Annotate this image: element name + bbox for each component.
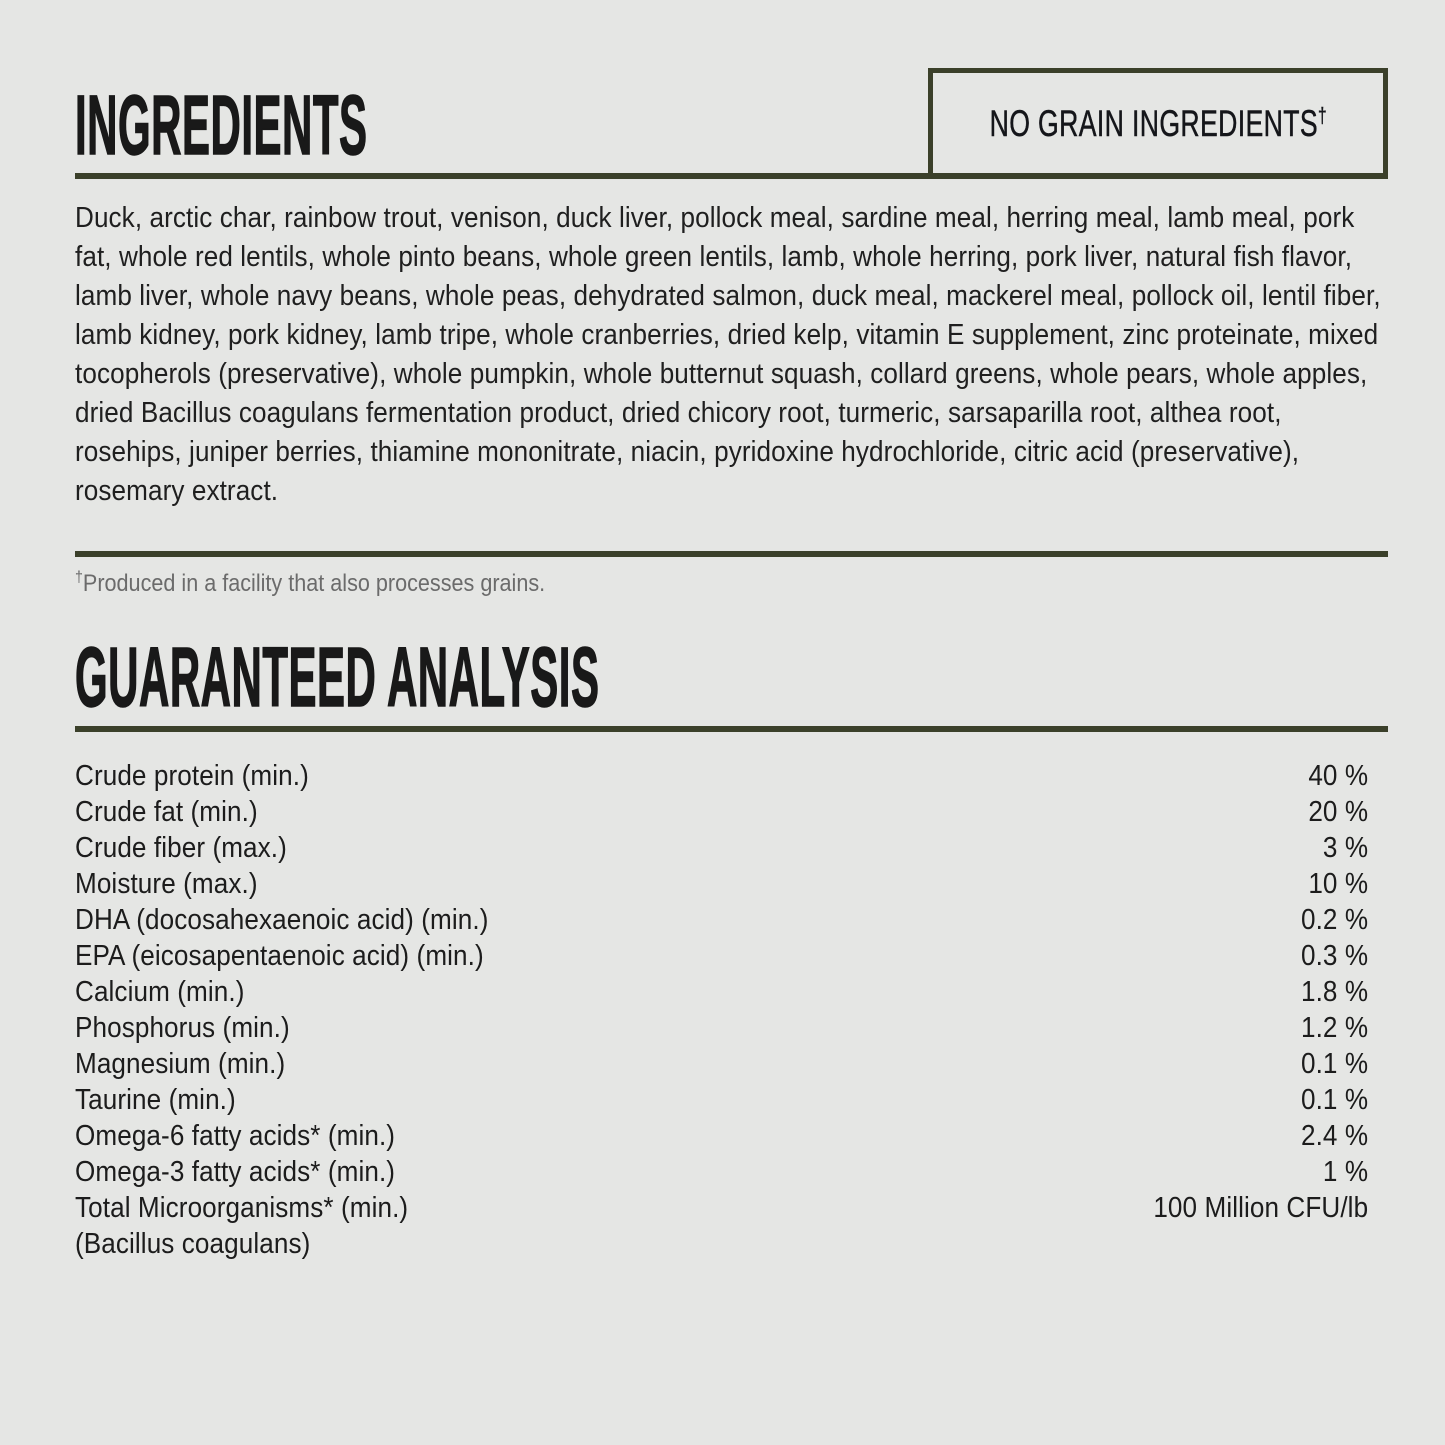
nutrient-label: Crude fiber (max.) [75,832,287,864]
nutrient-value: 1 % [1322,1156,1369,1188]
dagger-symbol: † [1317,103,1327,128]
ingredients-body-wrapper [75,199,1388,511]
nutrient-label: Crude protein (min.) [75,760,309,792]
table-row [75,1046,1388,1082]
nutrient-value: 3 % [1322,832,1369,864]
nutrient-label: Omega-3 fatty acids* (min.) [75,1156,396,1188]
no-grain-badge [928,68,1388,179]
table-row [75,1190,1388,1226]
table-row [75,830,1388,866]
nutrient-label: Omega-6 fatty acids* (min.) [75,1120,396,1152]
nutrient-value: 0.1 % [1300,1084,1369,1116]
nutrient-label: Moisture (max.) [75,868,258,900]
ingredients-list-text: Duck, arctic char, rainbow trout, venison, duck liver, pollock meal, sardine meal, herring meal, lamb meal, pork fat, whole red lentils, whole pinto beans, whole green lentils, lamb, whole herring, pork liver, natural fish flavor, lamb liver, whole navy beans, whole peas, dehydrated salmon, duck meal, mackerel meal, pollock oil, lentil fiber, lamb kidney, pork kidney, lamb tripe, whole cranberries, dried kelp, vitamin E supplement, zinc proteinate, mixed tocopherols (preservative), whole pumpkin, whole butternut squash, collard greens, whole pears, whole apples, dried Bacillus coagulans fermentation product, dried chicory root, turmeric, sarsaparilla root, althea root, rosehips, juniper berries, thiamine mononitrate, niacin, pyridoxine hydrochloride, citric acid (preservative), rosemary extract. [75,202,1381,507]
footnote-text: Produced in a facility that also processes grains. [82,570,546,597]
table-row [75,902,1388,938]
nutrient-value: 0.1 % [1300,1048,1369,1080]
nutrient-label: Crude fat (min.) [75,796,258,828]
table-row [75,938,1388,974]
table-row [75,866,1388,902]
nutrient-value: 2.4 % [1300,1120,1369,1152]
ingredients-title: INGREDIENTS [75,78,368,172]
nutrient-label: DHA (docosahexaenoic acid) (min.) [75,904,489,936]
nutrient-label: Phosphorus (min.) [75,1012,290,1044]
no-grain-badge-label [989,103,1326,145]
table-row [75,1226,1388,1262]
nutrient-label: (Bacillus coagulans) [75,1228,311,1260]
nutrient-value: 0.2 % [1300,904,1369,936]
table-row [75,974,1388,1010]
guaranteed-analysis-table [75,758,1388,1262]
nutrient-label: Magnesium (min.) [75,1048,286,1080]
no-grain-badge-text: NO GRAIN INGREDIENTS [989,102,1318,144]
dagger-symbol: † [75,569,83,586]
nutrient-label: Calcium (min.) [75,976,245,1008]
nutrient-label: Total Microorganisms* (min.) [75,1192,409,1224]
divider-rule [75,551,1388,557]
ingredients-header [75,68,1388,179]
nutrient-label: EPA (eicosapentaenoic acid) (min.) [75,940,484,972]
table-row [75,1082,1388,1118]
table-row [75,758,1388,794]
table-row [75,1154,1388,1190]
nutrient-value: 10 % [1308,868,1369,900]
nutrient-label: Taurine (min.) [75,1084,236,1116]
nutrient-value: 0.3 % [1300,940,1369,972]
guaranteed-analysis-title: GUARANTEED ANALYSIS [75,630,600,724]
grain-facility-footnote [75,569,1388,599]
table-row [75,1010,1388,1046]
nutrient-value: 20 % [1308,796,1369,828]
nutrient-value: 1.2 % [1300,1012,1369,1044]
nutrient-value: 1.8 % [1300,976,1369,1008]
nutrient-value: 40 % [1308,760,1369,792]
table-row [75,794,1388,830]
nutrient-value: 100 Million CFU/lb [1153,1192,1369,1224]
guaranteed-analysis-header [75,630,1388,732]
footnote-wrapper [75,569,1388,599]
table-row [75,1118,1388,1154]
